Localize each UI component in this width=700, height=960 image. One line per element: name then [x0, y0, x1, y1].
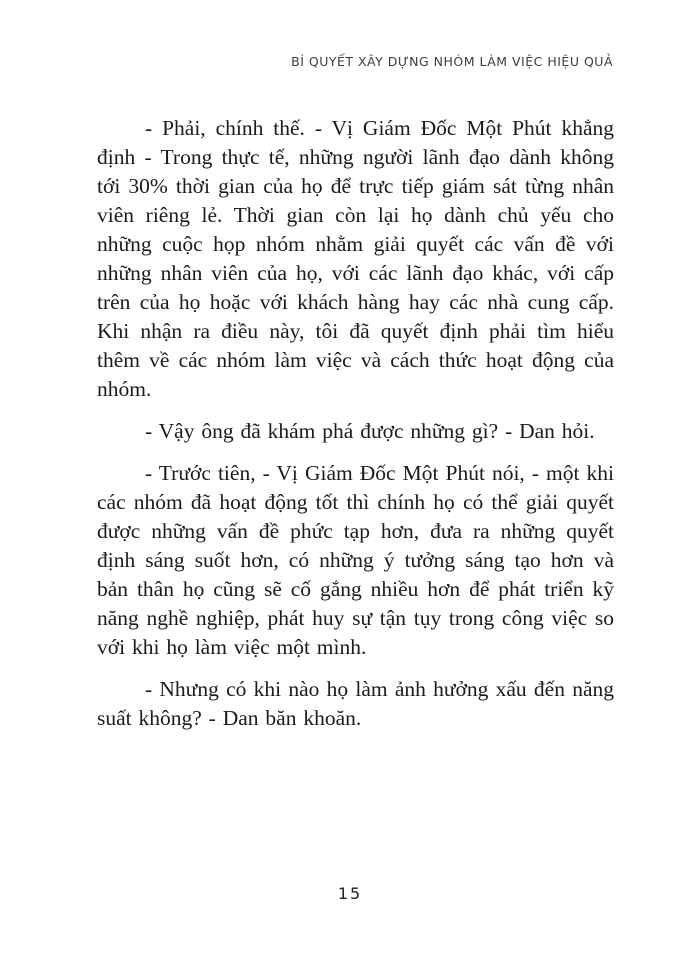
- body-text: [97, 114, 614, 746]
- page-footer: [0, 884, 700, 904]
- page-number: 15: [337, 884, 363, 903]
- paragraph-2: - Vậy ông đã khám phá được những gì? - Dan hỏi.: [145, 419, 595, 443]
- page-header: [0, 54, 613, 69]
- paragraph-3: - Trước tiên, - Vị Giám Đốc Một Phút nói, - một khi các nhóm đã hoạt động tốt thì chính họ có thể giải quyết được những vấn đề phức tạp hơn, đưa ra những quyết định sáng suốt hơn, có những ý tưởng sáng tạo hơn và bản thân họ cũng sẽ cố gắng nhiều hơn để phát triển kỹ năng nghề nghiệp, phát huy sự tận tụy trong công việc so với khi họ làm việc một mình.: [97, 461, 614, 659]
- running-title: BÍ QUYẾT XÂY DỰNG NHÓM LÀM VIỆC HIỆU QUẢ: [291, 54, 613, 69]
- paragraph-4: - Nhưng có khi nào họ làm ảnh hưởng xấu đến năng suất không? - Dan băn khoăn.: [97, 677, 614, 730]
- paragraph-1: - Phải, chính thế. - Vị Giám Đốc Một Phút khẳng định - Trong thực tế, những người lãnh đạo dành không tới 30% thời gian của họ để trực tiếp giám sát từng nhân viên riêng lẻ. Thời gian còn lại họ dành chủ yếu cho những cuộc họp nhóm nhằm giải quyết các vấn đề với những nhân viên của họ, với các lãnh đạo khác, với cấp trên của họ hoặc với khách hàng hay các nhà cung cấp. Khi nhận ra điều này, tôi đã quyết định phải tìm hiểu thêm về các nhóm làm việc và cách thức hoạt động của nhóm.: [97, 116, 614, 401]
